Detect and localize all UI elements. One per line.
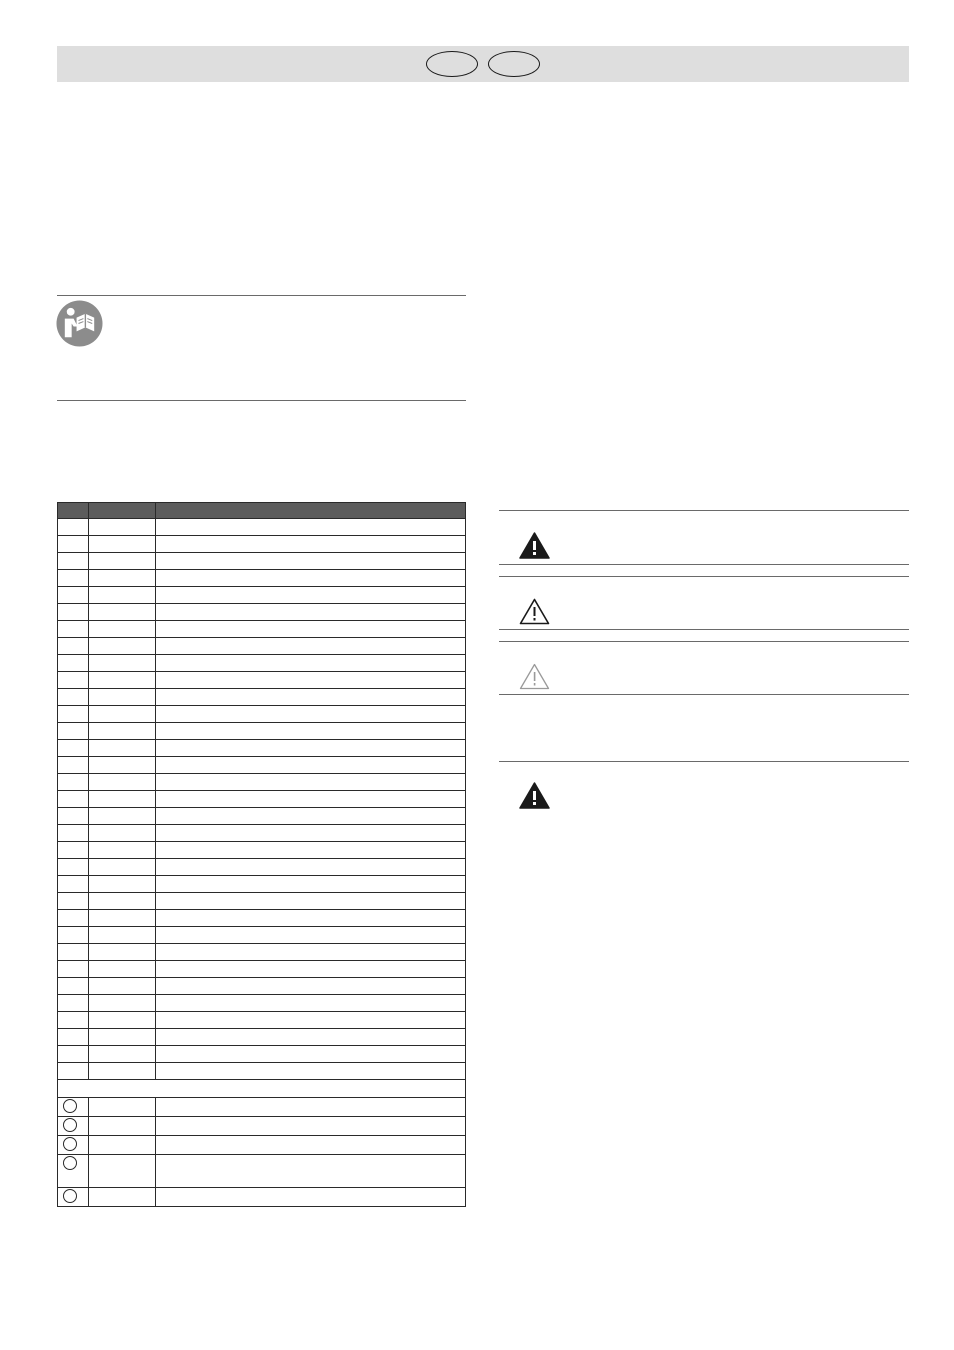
part-quantity-cell [89,1063,156,1080]
part-number-cell [58,689,89,706]
part-description-cell [156,723,466,740]
part-quantity-cell [89,689,156,706]
part-number-cell [58,1046,89,1063]
warning-bottom-rule [499,629,909,630]
part-number-cell [58,638,89,655]
part-number-cell [58,893,89,910]
part-description-cell [156,638,466,655]
part-number-cell [58,553,89,570]
part-quantity-cell [89,791,156,808]
part-quantity-cell [89,706,156,723]
language-badge-1 [426,51,478,77]
part-description-cell [156,961,466,978]
danger-bottom-rule [499,564,909,565]
accessories-label-row [58,1080,466,1098]
circle-marker-icon [63,1137,77,1151]
circle-marker-icon [63,1156,77,1170]
part-quantity-cell [89,961,156,978]
table-row [58,893,466,910]
table-row [58,995,466,1012]
warning-top-rule [499,576,909,577]
warning-triangle-outline-icon [519,598,550,625]
part-number-cell [58,536,89,553]
part-description-cell [156,876,466,893]
accessory-marker-cell [58,1188,89,1207]
part-description-cell [156,740,466,757]
part-quantity-cell [89,519,156,536]
table-row [58,655,466,672]
part-description-cell [156,774,466,791]
part-description-cell [156,672,466,689]
part-description-cell [156,893,466,910]
table-row [58,825,466,842]
table-row [58,638,466,655]
part-number-cell [58,774,89,791]
part-description-cell [156,995,466,1012]
part-description-cell [156,621,466,638]
table-row [58,1063,466,1080]
part-quantity-cell [89,536,156,553]
table-row [58,910,466,927]
part-number-cell [58,706,89,723]
part-description-cell [156,1012,466,1029]
table-row [58,927,466,944]
table-row [58,553,466,570]
warning-triangle-light-icon [519,663,550,690]
part-number-cell [58,1063,89,1080]
col-description-header [156,503,466,519]
table-row [58,876,466,893]
accessory-description-cell [156,1188,466,1207]
part-quantity-cell [89,604,156,621]
part-description-cell [156,944,466,961]
part-quantity-cell [89,740,156,757]
part-number-cell [58,604,89,621]
part-description-cell [156,706,466,723]
table-row [58,587,466,604]
col-quantity-header [89,503,156,519]
part-quantity-cell [89,723,156,740]
part-number-cell [58,961,89,978]
part-description-cell [156,587,466,604]
part-number-cell [58,1029,89,1046]
table-row [58,944,466,961]
part-description-cell [156,1046,466,1063]
accessory-marker-cell [58,1136,89,1155]
part-number-cell [58,570,89,587]
accessory-description-cell [156,1136,466,1155]
part-quantity-cell [89,842,156,859]
part-description-cell [156,570,466,587]
caution-top-rule [499,641,909,642]
table-row [58,1012,466,1029]
part-description-cell [156,757,466,774]
table-row [58,672,466,689]
part-number-cell [58,995,89,1012]
table-row [58,961,466,978]
part-quantity-cell [89,570,156,587]
part-number-cell [58,978,89,995]
part-description-cell [156,808,466,825]
part-quantity-cell [89,927,156,944]
parts-table [57,502,466,1207]
part-quantity-cell [89,808,156,825]
accessory-row [58,1136,466,1155]
circle-marker-icon [63,1189,77,1203]
circle-marker-icon [63,1099,77,1113]
part-description-cell [156,519,466,536]
part-number-cell [58,587,89,604]
caution-bottom-rule [499,694,909,695]
part-description-cell [156,689,466,706]
part-quantity-cell [89,910,156,927]
accessory-description-cell [156,1155,466,1188]
table-row [58,1029,466,1046]
part-number-cell [58,740,89,757]
safety-top-rule [499,761,909,762]
part-description-cell [156,859,466,876]
part-description-cell [156,791,466,808]
part-description-cell [156,978,466,995]
part-quantity-cell [89,655,156,672]
part-number-cell [58,927,89,944]
part-quantity-cell [89,978,156,995]
accessory-quantity-cell [89,1188,156,1207]
part-number-cell [58,1012,89,1029]
part-number-cell [58,944,89,961]
part-quantity-cell [89,876,156,893]
part-quantity-cell [89,1029,156,1046]
table-row [58,689,466,706]
table-row [58,757,466,774]
accessory-quantity-cell [89,1098,156,1117]
part-quantity-cell [89,995,156,1012]
part-description-cell [156,1029,466,1046]
accessory-marker-cell [58,1098,89,1117]
part-number-cell [58,723,89,740]
table-row [58,706,466,723]
accessory-marker-cell [58,1155,89,1188]
part-quantity-cell [89,638,156,655]
part-quantity-cell [89,672,156,689]
part-description-cell [156,910,466,927]
col-number-header [58,503,89,519]
warning-triangle-filled-icon [519,532,550,559]
accessory-quantity-cell [89,1136,156,1155]
part-number-cell [58,825,89,842]
part-quantity-cell [89,774,156,791]
table-row [58,604,466,621]
part-number-cell [58,859,89,876]
table-row [58,570,466,587]
part-quantity-cell [89,1012,156,1029]
header-bar [57,46,909,82]
table-row [58,536,466,553]
part-quantity-cell [89,587,156,604]
part-quantity-cell [89,1046,156,1063]
warning-triangle-filled-icon [519,782,550,809]
part-quantity-cell [89,757,156,774]
accessory-marker-cell [58,1117,89,1136]
table-row [58,859,466,876]
read-manual-icon [56,300,103,347]
part-description-cell [156,927,466,944]
accessory-quantity-cell [89,1117,156,1136]
danger-top-rule [499,510,909,511]
accessory-row [58,1098,466,1117]
part-description-cell [156,553,466,570]
part-description-cell [156,825,466,842]
table-row [58,740,466,757]
part-description-cell [156,655,466,672]
table-row [58,978,466,995]
accessories-label [58,1080,466,1098]
accessory-row [58,1155,466,1188]
part-number-cell [58,519,89,536]
part-number-cell [58,910,89,927]
notice-bottom-rule [57,400,466,401]
part-description-cell [156,604,466,621]
part-number-cell [58,621,89,638]
accessory-row [58,1188,466,1207]
part-description-cell [156,842,466,859]
table-row [58,774,466,791]
part-number-cell [58,757,89,774]
table-row [58,808,466,825]
accessory-quantity-cell [89,1155,156,1188]
notice-top-rule [57,295,466,296]
part-quantity-cell [89,553,156,570]
part-quantity-cell [89,825,156,842]
table-row [58,519,466,536]
table-header-row [58,503,466,519]
table-row [58,723,466,740]
table-row [58,1046,466,1063]
table-row [58,791,466,808]
part-description-cell [156,1063,466,1080]
part-number-cell [58,672,89,689]
part-quantity-cell [89,621,156,638]
accessory-description-cell [156,1098,466,1117]
part-number-cell [58,808,89,825]
part-description-cell [156,536,466,553]
language-badge-2 [488,51,540,77]
accessory-description-cell [156,1117,466,1136]
table-row [58,842,466,859]
part-quantity-cell [89,944,156,961]
part-quantity-cell [89,859,156,876]
part-quantity-cell [89,893,156,910]
part-number-cell [58,876,89,893]
circle-marker-icon [63,1118,77,1132]
part-number-cell [58,842,89,859]
part-number-cell [58,655,89,672]
part-number-cell [58,791,89,808]
table-row [58,621,466,638]
accessory-row [58,1117,466,1136]
